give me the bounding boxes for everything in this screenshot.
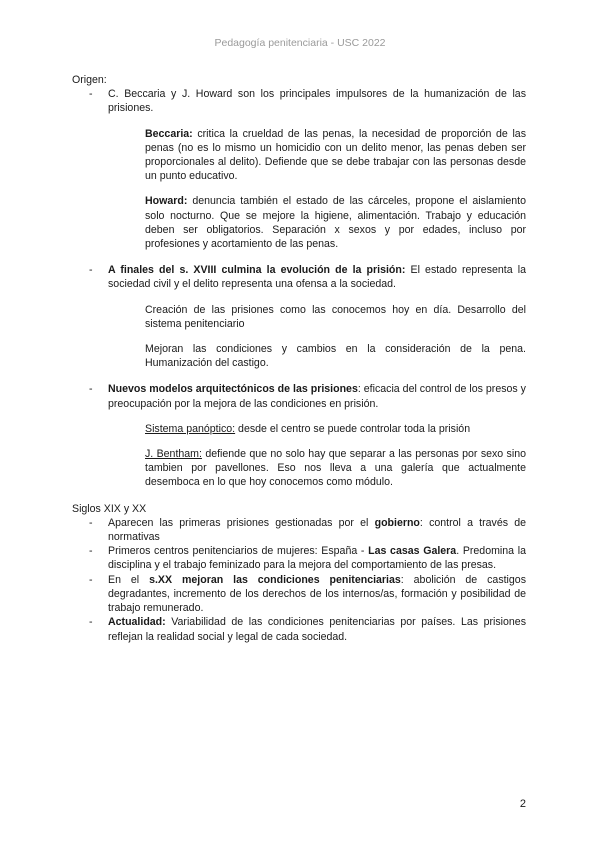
bullet-text-post: : abolición de castigos degradantes, incremento de los derechos de los internos/as, formación y posibilidad de trabajo remunerado.	[108, 573, 526, 615]
bullet-bold: s.XX mejoran las condiciones penitenciarias	[149, 573, 401, 586]
bullet-impulsores	[72, 87, 526, 115]
bullet-dash: -	[89, 545, 93, 558]
bullet-text-post: Variabilidad de las condiciones penitenciarias por países. Las prisiones reflejan la realidad social y legal de cada sociedad.	[108, 616, 526, 643]
bullet-modelos-arquitectonicos	[72, 382, 526, 410]
bullet-text: El estado representa la sociedad civil y el delito representa una ofensa a la sociedad.	[108, 264, 526, 291]
beccaria-label: Beccaria:	[145, 127, 193, 140]
bullet-casas-galera	[72, 544, 526, 572]
bullet-dash: -	[89, 264, 93, 277]
bullet-dash: -	[89, 88, 93, 101]
bullet-dash: -	[89, 516, 93, 529]
howard-label: Howard:	[145, 195, 188, 208]
bullet-dash: -	[89, 616, 93, 629]
bullet-bold: gobierno	[374, 516, 420, 529]
sub-panoptico	[145, 422, 526, 436]
sub-mejoran-condiciones: Mejoran las condiciones y cambios en la consideración de la pena. Humanización del castigo.	[145, 343, 526, 370]
panoptico-label: Sistema panóptico:	[145, 422, 236, 435]
bullet-gobierno	[72, 516, 526, 544]
bullet-siglo-xviii	[72, 263, 526, 291]
sub-howard	[145, 194, 526, 251]
sub-bentham	[145, 447, 526, 490]
bentham-label: J. Bentham:	[145, 448, 202, 461]
bullet-bold: Nuevos modelos arquitectónicos de las prisiones	[108, 383, 358, 396]
page-header: Pedagogía penitenciaria - USC 2022	[214, 37, 386, 49]
bullet-text-post: : control a través de normativas	[108, 516, 526, 544]
bullet-text-post: . Predomina la disciplina y el trabajo feminizado para la mejora del comportamiento de las presas.	[108, 545, 526, 572]
section-title-origen: Origen:	[72, 74, 107, 86]
page-content	[72, 73, 526, 644]
sub-creacion-prisiones: Creación de las prisiones como las conocemos hoy en día. Desarrollo del sistema penitenciario	[145, 303, 526, 330]
bullet-siglo-xx	[72, 573, 526, 616]
bullet-actualidad	[72, 615, 526, 643]
bullet-text-pre: En el	[108, 573, 150, 586]
bullet-text: : eficacia del control de los presos y preocupación por la mejora de las condiciones en prisión.	[108, 383, 526, 410]
section-title-siglos: Siglos XIX y XX	[72, 502, 147, 515]
bullet-text-pre: Aparecen las primeras prisiones gestionadas por el	[108, 516, 375, 529]
howard-text: denuncia también el estado de las cárceles, propone el aislamiento solo nocturno. Que se mejore la higiene, alimentación. Trabajo y educación deben ser obligatorios. Separación x sexos y por edades, incluso por profesiones y acortamiento de las penas.	[145, 195, 526, 251]
panoptico-text: desde el centro se puede controlar toda la prisión	[235, 422, 471, 435]
bullet-dash: -	[89, 573, 93, 586]
bullet-bold: Las casas Galera	[368, 545, 457, 558]
bullet-dash: -	[89, 383, 93, 396]
bullet-text: C. Beccaria y J. Howard son los principales impulsores de la humanización de las prisiones.	[108, 88, 526, 115]
sub-beccaria	[145, 127, 526, 184]
beccaria-text: critica la crueldad de las penas, la necesidad de proporción de las penas (no es lo mismo un homicidio con un delito menor, las penas deben ser proporcionales al delito). Defiende que se debe trabajar con las personas desde un punto educativo.	[145, 127, 526, 183]
bentham-text: defiende que no solo hay que separar a las personas por sexo sino tambien por pavellones. Eso nos lleva a una galería que actualmente desemboca en lo que hoy conocemos como módulo.	[145, 448, 526, 489]
bullet-bold: Actualidad:	[108, 616, 166, 629]
bullet-text-pre: Primeros centros penitenciarios de mujeres: España -	[108, 545, 369, 558]
page-number: 2	[519, 798, 526, 810]
bullet-bold: A finales del s. XVIII culmina la evolución de la prisión:	[108, 264, 406, 277]
